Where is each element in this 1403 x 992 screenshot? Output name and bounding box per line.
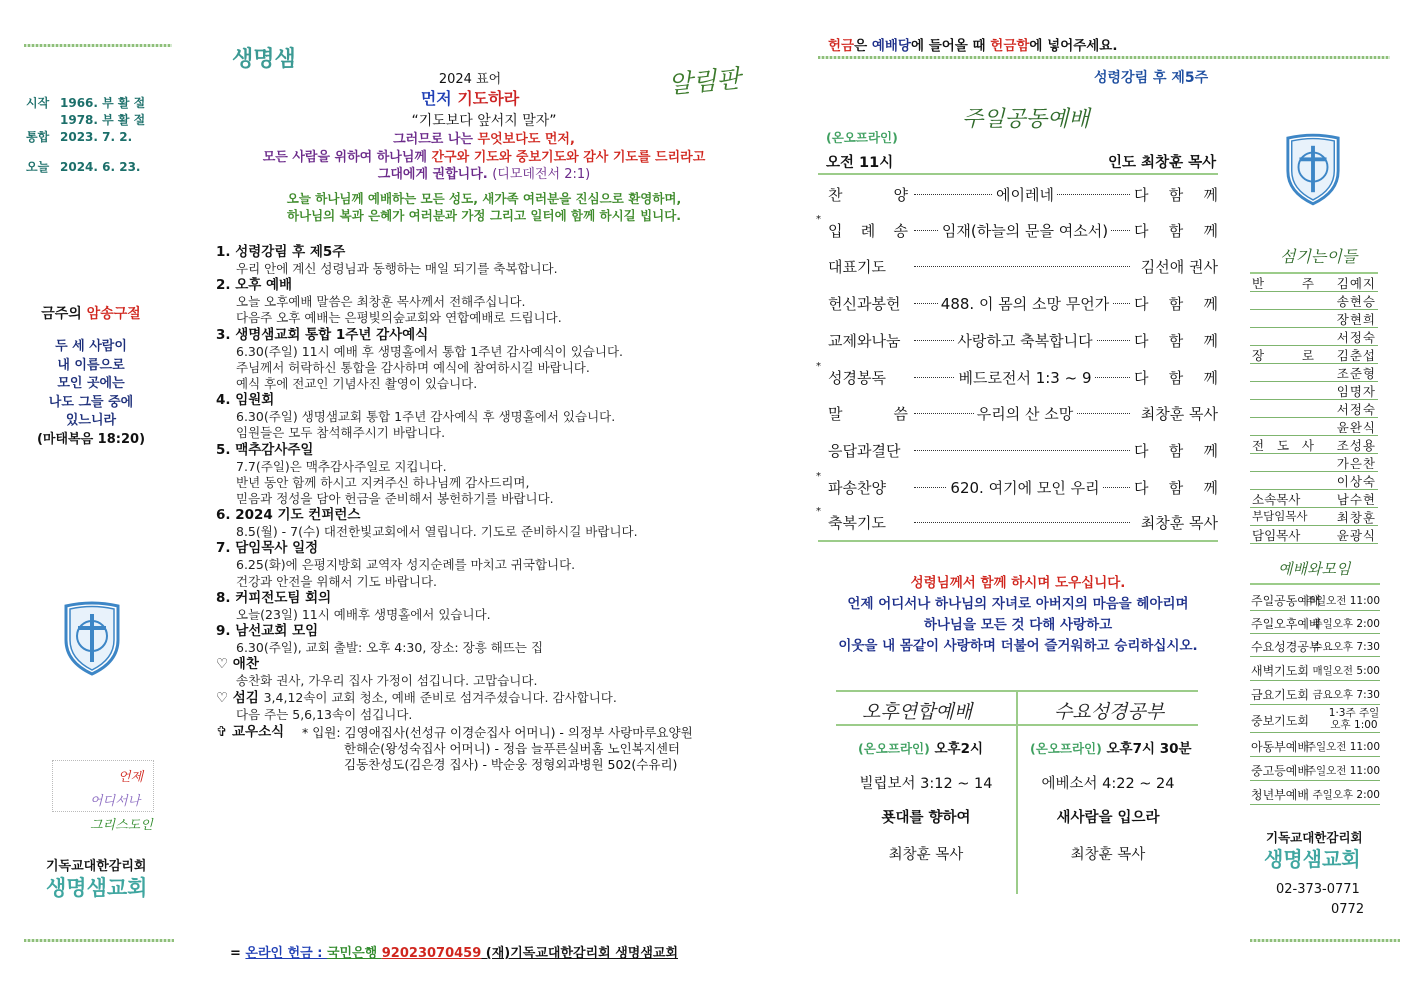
server-row: 송현승 [1250, 292, 1378, 310]
church-logo-icon [1284, 132, 1342, 206]
order-row: 응답과결단 다 함 께 [828, 442, 1218, 460]
history-block: 시작 1966. 부 활 절 1978. 부 활 절 통합 2023. 7. 2. 오늘 2024. 6. 23. [26, 96, 146, 174]
slogan-line-3: 그리스도인 [90, 818, 153, 833]
offering-notice: 헌금은 예배당에 들어올 때 헌금함에 넣어주세요. [828, 38, 1118, 54]
meeting-row: 금요기도회 금요오후 7:30 [1250, 682, 1380, 705]
bottom-rule-left [24, 939, 174, 942]
mission-statement: 성령님께서 함께 하시며 도우십니다. 언제 어디서나 하나님의 자녀로 아버지의 마음을 헤아리며 하나님을 모든 것 다해 사랑하고 이웃을 내 몸같이 사랑하며 더불어 즐거워하고 승리하십시오. [838, 575, 1198, 654]
motto-year: 2024 표어 [438, 72, 502, 87]
announcement-item: 3. 생명샘교회 통합 1주년 감사예식 6.30(주일) 11시 예배 후 생명홀에서 통합 1주년 감사예식이 있습니다. 주님께서 허락하신 통합을 감사하며 예식에 참여하시길 바랍니다. 예식 후에 전교인 기념사진 촬영이 있습니다. [216, 326, 624, 392]
meeting-row: 주일오후예배 주일오후 2:00 [1250, 611, 1380, 634]
server-row: 반 주 김예지 [1252, 276, 1376, 291]
church-org-right: 기독교대한감리회 [1266, 830, 1363, 845]
pm-preacher: 최창훈 목사 [888, 847, 964, 863]
order-row: 헌신과봉헌 488. 이 몸의 소망 무언가 다 함 께 [828, 295, 1218, 313]
server-row: 조준형 [1250, 364, 1378, 382]
service-time: 오전 11시 [826, 155, 894, 171]
announcement-item: ♡ 애찬 송찬화 권사, 가우리 집사 가정이 섬깁니다. 고맙습니다. [216, 656, 538, 689]
wed-study-title: 수요성경공부 [1054, 701, 1165, 723]
announcement-item: 5. 맥추감사주일 7.7(주일)은 맥추감사주일로 지킵니다. 반년 동안 함께 하시고 지켜주신 하나님께 감사드리며, 믿음과 정성을 담아 헌금을 준비해서 봉헌하기를 바랍니다. [216, 441, 554, 507]
announcement-item: 2. 오후 예배 오늘 오후예배 말씀은 최창훈 목사께서 전해주십니다. 다음주 오후 예배는 은평빛의숲교회와 연합예배로 드립니다. [216, 277, 562, 326]
online-offering: = 온라인 헌금 : 국민은행 92023070459 (재)기독교대한감리회 생명샘교회 [230, 946, 679, 961]
slogan-line-1: 언제 [118, 770, 144, 785]
order-bottom-rule [818, 540, 1218, 542]
verse-line-1: 그러므로 나는 무엇보다도 먼저, [393, 132, 575, 147]
pm-time: (온오프라인) 오후2시 [858, 741, 984, 757]
server-row: 부담임목사 최창훈 [1252, 509, 1376, 525]
announcement-item: 9. 남선교회 모임 6.30(주일), 교회 출발: 오후 4:30, 장소: 장흥 해뜨는 집 [216, 623, 544, 656]
phone-2: 0772 [1331, 902, 1365, 917]
wed-preacher: 최창훈 목사 [1070, 847, 1146, 863]
announcement-item: ♡ 섬김 3,4,12속이 교회 청소, 예배 준비로 섬겨주셨습니다. 감사합니다. 다음 주는 5,6,13속이 섬깁니다. [216, 690, 617, 723]
pm-text: 빌립보서 3:12 ~ 14 [859, 776, 993, 792]
announcement-item: 1. 성령강림 후 제5주 우리 안에 계신 성령님과 동행하는 매일 되기를 축복합니다. [216, 244, 558, 276]
verse-title: 금주의 암송구절 [41, 306, 141, 322]
announcement-item: 7. 담임목사 일정 6.25(화)에 은평지방회 교역자 성지순례를 마치고 귀국합니다. 건강과 안전을 위해서 기도 바랍니다. [216, 540, 576, 589]
server-row: 소속목사 남수현 [1252, 492, 1376, 507]
meeting-row: 주일공동예배 주일오전 11:00 [1250, 588, 1380, 611]
pm-sermon: 푯대를 향하여 [881, 810, 971, 826]
meetings-top-rule [1250, 583, 1380, 585]
announcements [216, 244, 756, 774]
church-org-left: 기독교대한감리회 [46, 859, 147, 874]
onoffline-label: (온오프라인) [826, 130, 898, 145]
wed-sermon: 새사람을 입으라 [1056, 810, 1160, 826]
member-news: ✞ 교우소식 * 입원: 김영애집사(선성규 이경순집사 어머니) - 의정부 사랑마루요양원 한해순(왕성숙집사 어머니) - 정읍 늘푸른실버홈 노인복지센터 김동찬성도(김은경 집사) - 박순웅 정형외과병원 502(수유리) [216, 723, 693, 772]
order-row: 대표기도 김선애 권사 [828, 258, 1218, 276]
server-row: 가은찬 [1250, 454, 1378, 472]
server-row: 이상숙 [1250, 472, 1378, 490]
brand-title: 생명샘 [232, 47, 296, 72]
church-logo-icon [62, 600, 122, 676]
server-row: 윤완식 [1250, 418, 1378, 436]
liturgical-week: 성령강림 후 제5주 [1094, 70, 1209, 86]
announcement-item: 4. 임원회 6.30(주일) 생명샘교회 통합 1주년 감사예식 후 생명홀에서 있습니다. 임원들은 모두 참석해주시기 바랍니다. [216, 392, 616, 441]
server-row: 서정숙 [1250, 328, 1378, 346]
meeting-row: 중보기도회 1·3주 주일오후 1:00 [1251, 707, 1380, 731]
meeting-row: 수요성경공부 수요오후 7:30 [1250, 634, 1380, 657]
memory-verse: 두 세 사람이 내 이름으로 모인 곳에는 나도 그들 중에 있느니라 (마태복음 18:20) [36, 339, 146, 447]
pm-box-title-rule [836, 724, 1198, 726]
motto: 먼저 기도하라 [420, 89, 520, 108]
slogan-line-2: 어디서나 [90, 794, 141, 809]
order-top-rule [818, 173, 1218, 175]
bulletin-title: 알림판 [667, 63, 742, 100]
server-row: 임명자 [1250, 382, 1378, 400]
church-name-right: 생명샘교회 [1264, 847, 1361, 871]
meetings-title: 예배와모임 [1278, 560, 1351, 578]
wed-time: (온오프라인) 오후7시 30분 [1030, 741, 1192, 757]
meeting-row: 청년부예배 주일오후 2:00 [1250, 782, 1380, 805]
announcement-item: 6. 2024 기도 컨퍼런스 8.5(월) - 7(수) 대전한빛교회에서 열립니다. 기도로 준비하시길 바랍니다. [216, 507, 638, 540]
order-row: * 입 례 송 임재(하늘의 문을 여소서) 다 함 께 [816, 214, 1218, 240]
order-row: 말 씀 우리의 산 소망 최창훈 목사 [828, 405, 1218, 423]
verse-line-2: 모든 사람을 위하여 하나님께 간구와 기도와 중보기도와 감사 기도를 드리라고 [262, 150, 706, 165]
top-rule-left [24, 44, 172, 47]
verse-line-3: 그대에게 권합니다. (디모데전서 2:1) [377, 167, 591, 182]
top-rule-right [818, 56, 1390, 59]
welcome-line-1: 오늘 하나님께 예배하는 모든 성도, 새가족 여러분을 진심으로 환영하며, [286, 191, 682, 206]
wed-text: 에베소서 4:22 ~ 24 [1041, 776, 1175, 792]
meeting-row: 새벽기도회 매일오전 5:00 [1250, 658, 1380, 681]
order-row: * 축복기도 최창훈 목사 [816, 506, 1218, 532]
church-name-left: 생명샘교회 [46, 876, 148, 900]
quote: “기도보다 앞서지 말자” [411, 113, 557, 129]
phone-1: 02-373-0771 [1276, 882, 1360, 897]
order-row: 교제와나눔 사랑하고 축복합니다 다 함 께 [828, 332, 1218, 350]
server-row: 담임목사 윤광식 [1252, 528, 1376, 543]
order-row: * 성경봉독 베드로전서 1:3 ~ 9 다 함 께 [816, 361, 1218, 387]
service-leader: 인도 최창훈 목사 [1108, 155, 1217, 171]
server-row: 장 로 김춘섭 [1252, 348, 1376, 363]
service-title: 주일공동예배 [962, 107, 1090, 132]
welcome-line-2: 하나님의 복과 은혜가 여러분과 가정 그리고 일터에 함께 하시길 빕니다. [286, 208, 682, 223]
meeting-row: 중고등예배 주일오전 11:00 [1250, 758, 1380, 781]
order-row: 찬 양 에이레네 다 함 께 [828, 186, 1218, 204]
server-row: 전 도 사 조성용 [1252, 438, 1376, 453]
announcement-item: 8. 커피전도팀 회의 오늘(23일) 11시 예배후 생명홀에서 있습니다. [216, 589, 491, 622]
server-row: 서정숙 [1250, 400, 1378, 418]
bottom-rule-right [1250, 939, 1400, 942]
meeting-row: 아동부예배 주일오전 11:00 [1250, 734, 1380, 757]
servers-title: 섬기는이들 [1280, 247, 1358, 266]
server-row: 장현희 [1250, 310, 1378, 328]
order-row: * 파송찬양 620. 여기에 모인 우리 다 함 께 [816, 471, 1218, 497]
pm-service-title: 오후연합예배 [862, 701, 973, 723]
